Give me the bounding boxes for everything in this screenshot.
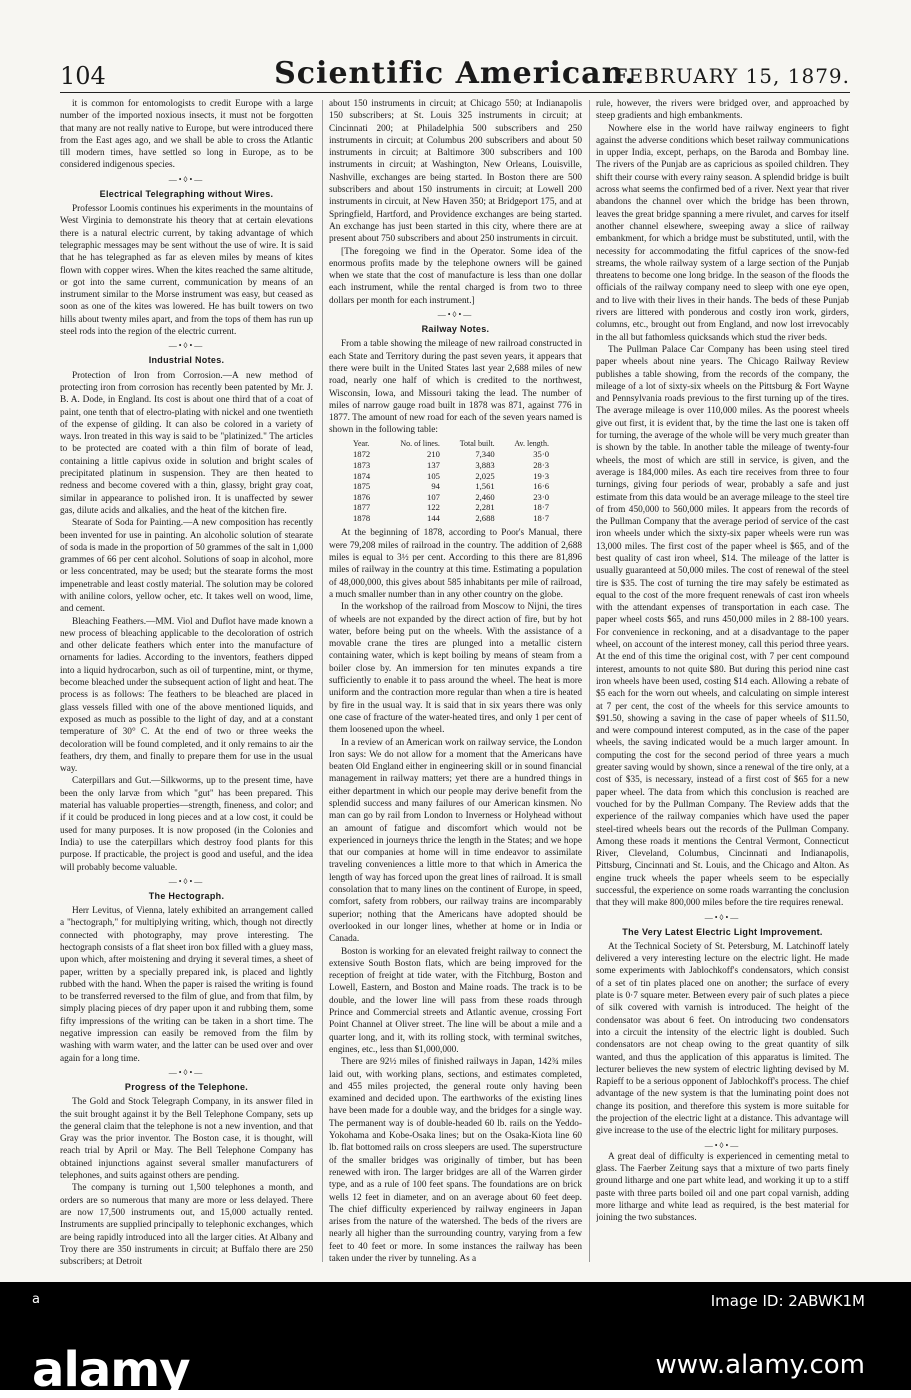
paragraph: There are 92½ miles of finished railways in Japan, 142¾ miles laid out, with working plans, sections, and estimates completed, and 455 miles projected, the general route only having been examined and decided upon. The earthworks of the existing lines have been made for a double way, and the bridges for a single way. The permanent way is of double-headed 60 lb. rails on the Yeddo-Yokohama and Kobe-Osaka lines; but on the Osaka-Kiota line 60 lb. flat bottomed rails on cross sleepers are used. The superstructure of the smaller bridges was originally of timber, but has been renewed with iron. The larger bridges are all of the Warren girder type, and as a rule of 100 feet spans. The foundations are on brick wells 12 feet in diameter, and on an average about 60 feet deep. The chief difficulty experienced by railway engineers in Japan arises from the nature of the watershed. The beds of the rivers are nearly all higher than the surrounding country, varying from a few feet to 40 feet or more. In some instances the railway has been taken under the river by tunneling. As a: [329, 1057, 582, 1264]
watermark-footer: [0, 1282, 911, 1398]
header-rule: [60, 92, 850, 93]
column-1: [60, 98, 313, 1266]
ornament-divider: —•◊•—: [168, 174, 205, 184]
masthead: Scientific American.: [274, 56, 636, 91]
ornament-divider: —•◊•—: [704, 1140, 741, 1150]
table-cell: 1873: [353, 459, 371, 470]
paragraph: From a table showing the mileage of new railroad constructed in each State and Territory during the past seven years, it appears that there were built in the United States last year 2,688 miles of new road, nearly one half of which is credited to the northwest, Wisconsin, Iowa, and Missouri taking the lead. The number of miles of narrow gauge road built in 1878 was 871, against 776 in 1877. The amount of new road for each of the seven years named is shown in the following table:: [329, 339, 582, 436]
dateline: FEBRUARY 15, 1879.: [613, 64, 850, 88]
table-header: Year.: [353, 438, 370, 448]
paragraph: The company is turning out 1,500 telephones a month, and orders are so numerous that many are more or less delayed. There are now 17,500 instruments out, and 15,000 actually rented. Instruments are supplied principally to telephonic exchanges, which are being rapidly introduced into all the larger cities. At Albany and Troy there are 350 instruments in circuit; at Buffalo there are 250 subscribers; at Detroit: [60, 1183, 313, 1266]
table-header: Total built.: [459, 438, 495, 448]
column-rule: [589, 100, 590, 1262]
table-cell: 1875: [353, 481, 371, 492]
ornament-divider: —•◊•—: [704, 912, 741, 922]
table-body: [351, 449, 551, 523]
table-row: [351, 449, 551, 460]
paragraph: The Gold and Stock Telegraph Company, in its answer filed in the suit brought against it by the Bell Telephone Company, sets up the general claim that the telephone is not a new invention, and that Gray was the prior inventor. The Boston case, it is thought, will reach trial by April or May. The Bell Telephone Company has obtained injunctions against several smaller manufacturers of telephones, and suits against others are pending.: [60, 1097, 313, 1182]
table-cell: 144: [427, 512, 440, 523]
paragraph: it is common for entomologists to credit Europe with a large number of the imported noxious insects, it must not be forgotten that many are not really native to Europe, but were introduced there from the East ages ago, and we shall be able to cross the Atlantic till modern times, have settled so long in Europe, as to be considered indigenous species.: [60, 99, 313, 171]
table-cell: 1874: [353, 470, 371, 481]
table-header: Av. length.: [514, 438, 549, 448]
heading-telephone: Progress of the Telephone.: [124, 1081, 249, 1092]
image-id: Image ID: 2ABWK1M: [710, 1292, 865, 1310]
heading-electric-light: The Very Latest Electric Light Improvement.: [622, 926, 823, 937]
table-row: [351, 492, 551, 503]
paragraph: At the beginning of 1878, according to Poor's Manual, there were 79,208 miles of railroad in the country. The addition of 2,688 miles is equal to 3½ per cent. According to this there are 81,896 miles of railway in the country at this time. Estimating a population of 48,000,000, this gives about 585 inhabitants per mile of railroad, a much smaller number than in any other country on the globe.: [329, 528, 582, 600]
paragraph: rule, however, the rivers were bridged over, and approached by steep gradients and high embankments.: [596, 99, 849, 122]
table-row: [351, 460, 551, 471]
table-cell: 18·7: [533, 502, 549, 513]
table-header: No. of lines.: [400, 438, 440, 448]
table-cell: 28·3: [533, 459, 549, 470]
column-rule: [322, 100, 323, 1262]
paragraph: At the Technical Society of St. Petersburg, M. Latchinoff lately delivered a very interesting lecture on the electric light. He made some experiments with Jablochkoff's condensators, which consist of a set of tin plates placed one on another; the surface of every plate is 0·7 square meter. Between every pair of such plates a piece of silk covered with varnish is introduced. The height of the condensator was about 6 feet. On introducing two condensators into a circuit the intensity of the electric light is doubled. Such condensators are not cheap owing to the great quantity of silk wanted, and thus the application of this apparatus is limited. The lecturer believes the new system of electric lighting devised by M. Rapieff to be a serious opponent of Jablochkoff's process. The chief advantage of the new system is that the luminating point does not change its position, and therefore this system is more suitable for the projection of the electric light at a distance. This advantage will give increase to the use of the electric light for military purposes.: [596, 941, 849, 1137]
ornament-divider: —•◊•—: [168, 876, 205, 886]
table-cell: 16·6: [533, 481, 549, 492]
table-cell: 1876: [353, 491, 371, 502]
table-cell: 7,340: [475, 449, 495, 460]
table-cell: 2,281: [475, 502, 495, 513]
heading-hectograph: The Hectograph.: [148, 890, 225, 901]
heading-electrical-telegraphing: Electrical Telegraphing without Wires.: [99, 188, 274, 199]
table-cell: 2,460: [475, 491, 495, 502]
paragraph: In the workshop of the railroad from Moscow to Nijni, the tires of wheels are not expanded by the direct action of fire, but by hot water, before being put on the wheels. With the assistance of a movable crane the tires are plunged into a metallic cistern containing water, which is kept boiling by means of steam from a boiler close by. An immersion for ten minutes expands a tire sufficiently to enable it to pass around the wheel. The heat is more uniform and the contraction more regular than when a tire is heated by fire in the usual way. It is said that in six years there was only one case of fracture of the water-heated tires, and only 1 per cent of them loosened upon the wheel.: [329, 602, 582, 736]
paragraph: Bleaching Feathers.—MM. Viol and Duflot have made known a new process of bleaching applicable to the decoloration of ostrich and other delicate feathers which enter into the manufacture of ornaments for ladies. According to the inventors, feathers dipped into a liquid hydrocarbon, such as oil of turpentine, mint, or thyme, become bleached under the subsequent action of light and heat. The process is as follows: The feathers to be bleached are placed in glass vessels filled with one of the above mentioned liquids, and exposed as much as possible to the light of day, and at a constant temperature of 30° C. At the end of two or three weeks the decoloration will be found completed, and it only remains to air the feathers, dry them, and finally to prepare them for use in the usual way.: [60, 616, 313, 775]
heading-railway-notes: Railway Notes.: [421, 324, 490, 335]
table-row: [351, 513, 551, 524]
paragraph: Professor Loomis continues his experiments in the mountains of West Virginia to demonstrate his theory that at certain elevations there is a natural electric current, by taking advantage of which telegraphic messages may be sent without the use of wire. It is said that he has telegraphed as far as eleven miles by means of kites flown with copper wires. When the kites reached the same altitude, or got into the same current, communication by means of an instrument similar to the Morse instrument was easy, but ceased as soon as one of the kites was lowered. He has built towers on two hills about twenty miles apart, and from the tops of them has run up steel rods into the region of the electric current.: [60, 204, 313, 338]
table-cell: 94: [431, 481, 440, 492]
table-cell: 105: [427, 470, 440, 481]
table-cell: 23·0: [533, 491, 549, 502]
paragraph: Boston is working for an elevated freight railway to connect the extensive South Boston flats, which are being improved for the reception of freight at tide water, with the Fitchburg, Boston and Lowell, Eastern, and Boston and Maine roads. The track is to be double, and the lower line will pass from these roads through Prince and Commercial streets and Atlantic avenue, crossing Fort Point Channel at Oliver street. The line will be about a mile and a quarter long, and it, with its rolling stock, with terminal switches, engines, etc., less than $1,000,000.: [329, 946, 582, 1055]
table-row: [351, 481, 551, 492]
stock-mark: a: [32, 1292, 40, 1307]
paragraph: Nowhere else in the world have railway engineers to fight against the adverse conditions which beset railway communications in upper India, except, perhaps, on the Baroda and Bombay line. The rivers of the Punjab are as capricious as spoiled children. They shift their course with every rainy season. A splendid bridge is built across what seems the confirmed bed of a river. Next year that river abandons the channel over which the bridge has been thrown, leaves the great bridge spanning a mere rivulet, and carves for itself another channel elsewhere, sweeping away a slice of railway embankment, for which a bridge must be substituted, until, with the necessity for accommodating the fitful caprices of the snow-fed streams, the whole railway system of a large section of the Punjab threatens to become one long bridge. In the season of the floods the officials of the railway company need to sleep with one eye open, and to live with their lives in their hands. The beds of these Punjab rivers are littered with ponderous and costly iron work, girders, columns, etc., brought out from England, and now lost irrevocably in the all but fathomless quicksands which stud the river beds.: [596, 123, 849, 343]
alamy-logo: alamy: [32, 1342, 190, 1398]
table-cell: 1877: [353, 502, 371, 513]
table-cell: 19·3: [533, 470, 549, 481]
column-3: [596, 98, 849, 1266]
ornament-divider: —•◊•—: [168, 1067, 205, 1077]
paragraph: In a review of an American work on railway service, the London Iron says: We do not allow for a moment that the Americans have beaten Old England either in engineering skill or in sound financial management in railway matters; yet there are a hundred things in either department in which our people may derive benefit from the splendid success and many failures of our American kinsmen. No man can go by rail from London to Inverness or Holyhead without an amount of fatigue and discomfort which would not be experienced in journeys thrice the length in the States; and we hope that our companies at home will in time endeavor to assimilate traveling conveniences a little more to that which in America the length of way has forced upon the great lines of railroad. It is small consolation that to many lines on the continent of Europe, in speed, comfort, safety from robbers, our railway trains are incomparably superior; nothing that the Americans have adopted should be overlooked in our longer lines, whether at home or in India or Canada.: [329, 737, 582, 945]
table-cell: 35·0: [533, 449, 549, 460]
page-header: [60, 56, 850, 96]
table-cell: 1878: [353, 512, 371, 523]
page-number: 104: [60, 62, 106, 90]
railroad-table: [351, 439, 551, 524]
paragraph: A great deal of difficulty is experienced in cementing metal to glass. The Faerber Zeitung says that a mixture of two parts finely ground litharge and one part white lead, and working it up to a stiff paste with three parts boiled oil and one part copal varnish, adding more litharge and white lead as required, is the best material for joining the two substances.: [596, 1151, 849, 1224]
table-row: [351, 502, 551, 513]
paragraph: Protection of Iron from Corrosion.—A new method of protecting iron from corrosion has recently been patented by Mr. J. B. A. Dode, in England. Its cost is about one third that of a coat of paint, one tenth that of electro-plating with nickel and one twentieth of the expense of gilding. It can also be colored in a variety of ways. Iron treated in this way is said to be "platinized." The articles to be protected are coated with a thin film of borate of lead, containing a little capivus oxide in solution and bright scales of precipitated platinum in suspension. They are then heated to redness and become covered with a thin, glassy, bright gray coat, similar in appearance to polished iron. It is unaffected by sewer gas, dilute acids and alkalies, and the heat of the kitchen fire.: [60, 370, 313, 516]
table-cell: 2,025: [475, 470, 495, 481]
table-cell: 122: [427, 502, 440, 513]
table-cell: 18·7: [533, 512, 549, 523]
table-cell: 137: [427, 459, 440, 470]
table-row: [351, 471, 551, 482]
table-cell: 1,561: [475, 481, 495, 492]
ornament-divider: —•◊•—: [437, 310, 474, 320]
paragraph: The Pullman Palace Car Company has been using steel tired paper wheels about nine years. The Chicago Railway Review publishes a table showing, from the records of the company, the mileage of a lot of sixty-six wheels on the Pittsburg & Fort Wayne and Pennsylvania roads previous to the first turning up of the tires. The average mileage is over 110,000 miles. As the poorest wheels give out first, it is evident that, by the time the last one is taken off for turning, the average of the whole will be very much greater than is shown by the table. In another table the mileage of twenty-four wheels, the most of which are still in service, is given, and the average is 184,000 miles. As each tire receives from three to four turnings, giving four periods of wear, probably a safe and just estimate from this data would be an average mileage to the steel tire of from 450,000 to 560,000 miles. It appears from the records of the Pullman Company that the average period of service of the cast iron wheels under which the sixty-six paper wheels were run was 13,000 miles. The first cost of the paper wheel is $65, and of the best quality of cast iron wheel, $14. The mileage of the latter is usually guaranteed at 50,000 miles. The cost of renewal of the steel tire is $35. The cost of turning the tire may safely be estimated as equal to the cost of the more frequent renewals of cast iron wheels with the attendant expenses of transportation in each case. The paper wheel costs $65, and runs 450,000 miles in 2 88-100 years. For convenience in reckoning, and at a disadvantage to the paper wheel, on account of the interest money, call this period three years. At the end of this time the original cost, with 7 per cent compound interest, amounts to not quite $80. But during this period nine cast iron wheels have been used, costing $14 each. Allowing a rebate of $5 each for the worn out wheels, and calculating on simple interest at 7 per cent, the cost of the wheels for this service amounts to $91.50, showing a saving in the case of paper wheels of $11.50, and were compound interest computed, as in the case of the paper wheels, the saving indicated would be a much larger amount. In computing the cost for the second period of three years a much greater saving would by shown, since a renewal of the tire only, at a cost of $35, is necessary, instead of a first cost of $65 for a new paper wheel. The data from which this conclusion is reached are vouched for by the Pullman Company. The Review adds that the experience of the railway companies which have used the paper steel-tired wheels bears out the records of the Pullman Company. Among these roads it mentions the Central Vermont, Connecticut River, Cleveland, Columbus, Cincinnati and Indianapolis, Pittsburg, Cincinnati and St. Louis, and the Chicago and Alton. As engine truck wheels the paper wheels seem to be especially successful, the experience on some roads warranting the conclusion that they will make 800,000 miles before the tire requires renewal.: [596, 344, 849, 909]
paragraph: Stearate of Soda for Painting.—A new composition has recently been invented for use in painting. An alcoholic solution of stearate of soda is made in the proportion of 50 grammes of the salt in 1,000 grammes of 66 per cent alcohol. Solutions of soap in alcohol, more or less concentrated, may be used; but the stearate forms the most impenetrable and least costly material. The solution may be colored with aniline colors, yellow ocher, etc. It takes well on wood, lime, and cement.: [60, 518, 313, 615]
ornament-divider: —•◊•—: [168, 341, 205, 351]
table-cell: 3,883: [475, 459, 495, 470]
paragraph: Caterpillars and Gut.—Silkworms, up to the present time, have been the only larvæ from which "gut" has been prepared. This material has valuable properties—strength, fineness, and color; and if it could be produced in long pieces and at a low cost, it could be used for many purposes. It is now proposed (in the Colonies and India) to use the caterpillars which destroy food plants for this purpose. If practicable, the project is good and useful, and the idea will probably become valuable.: [60, 776, 313, 873]
table-cell: 1872: [353, 449, 371, 460]
site-url: www.alamy.com: [655, 1350, 865, 1380]
paragraph: [The foregoing we find in the Operator. Some idea of the enormous profits made by the telephone owners will be gained when we state that the cost of manufacture is less than one dollar each instrument, while the rental charged is from two to three dollars per month for each instrument.]: [329, 246, 582, 306]
table-cell: 2,688: [475, 512, 495, 523]
column-2: [329, 98, 582, 1266]
table-cell: 107: [427, 491, 440, 502]
paragraph: Herr Levitus, of Vienna, lately exhibited an arrangement called a "hectograph," for multiplying writing, which, though not directly connected with photography, may prove interesting. The hectograph consists of a flat sheet iron box filled with a gluey mass, upon which, after moistening and drying it several times, a sheet of paper, written by a specially prepared ink, is placed and lightly rubbed with the hand. When the paper is raised the writing is found to be transferred reversed to the film of glue, and from that film, by simply placing pieces of dry paper upon it and rubbing them, some fifty impressions of the writing can be taken in a short time. The negative impression can easily be removed from the film by washing with warm water, and the latter can be used over and over again for a long time.: [60, 906, 313, 1064]
paragraph: about 150 instruments in circuit; at Chicago 550; at Indianapolis 150 subscribers; at St. Louis 325 instruments in circuit; at Cincinnati 200; at Philadelphia 500 subscribers and 250 instruments in circuit; at Columbus 200 subscribers and about 50 instruments in circuit; at Baltimore 300 subscribers and 100 instruments in circuit; at Washington, New Orleans, Louisville, Nashville, exchanges are being started. In Boston there are 500 subscribers and about 150 instruments in circuit; at Lowell 200 instruments in circuit, at New Haven 350; at Bridgeport 175, and at Springfield, Hartford, and Providence exchanges are being started. An exchange has just been started in this city, where there are at present about 750 subscribers and about 250 instruments in circuit.: [329, 99, 582, 245]
heading-industrial-notes: Industrial Notes.: [148, 355, 225, 366]
table-cell: 210: [427, 449, 440, 460]
table-header-row: [351, 439, 551, 450]
